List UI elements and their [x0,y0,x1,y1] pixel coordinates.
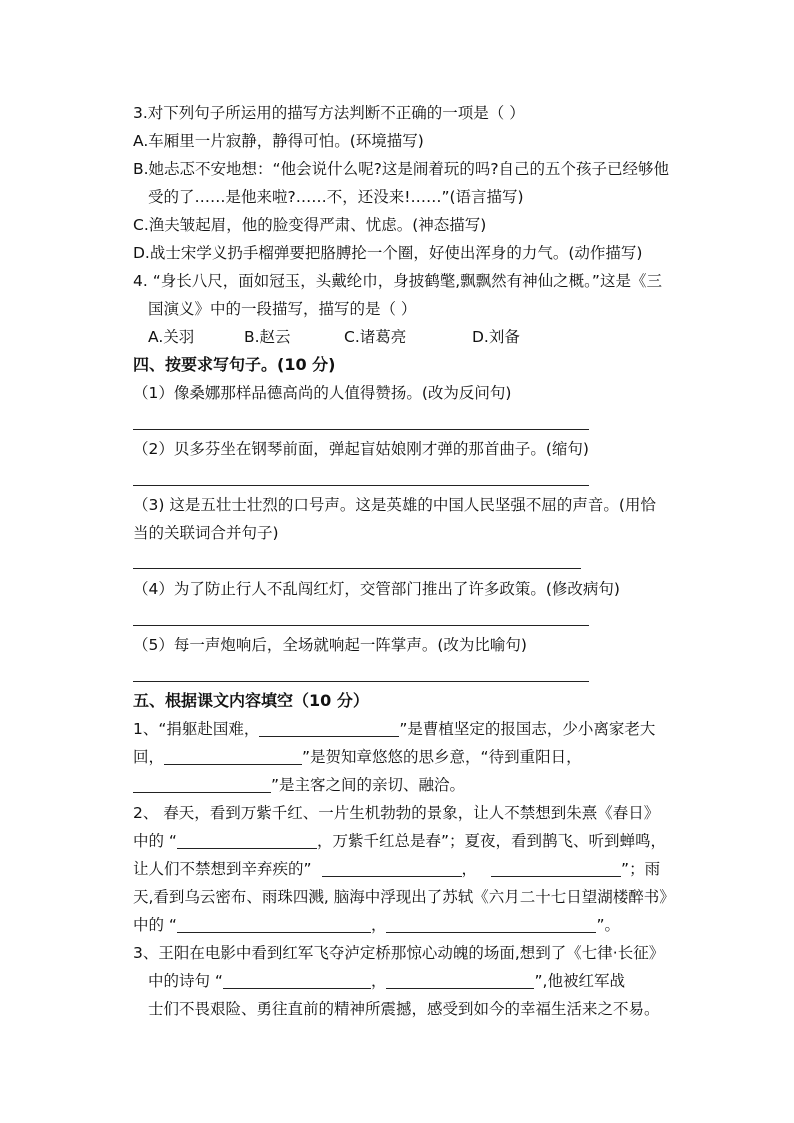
s5-q2-text-6: 中的 “ [133,916,177,934]
q3-option-a: A.车厢里一片寂静，静得可怕。(环境描写) [133,132,424,150]
s5-q2-line1: 2、 春天，看到万紫千红、一片生机勃勃的景象，让人不禁想到朱熹《春日》 [133,804,660,822]
s5-q2-line3 [133,858,660,880]
s5-q3-line3: 士们不畏艰险、勇往直前的精神所震撼，感受到如今的幸福生活来之不易。 [148,1000,660,1018]
s5-q1-text-3: 回， [133,748,165,766]
answer-line-4 [133,625,589,626]
section4-item-1: （1）像桑娜那样品德高尚的人值得赞扬。(改为反问句) [133,384,512,402]
q3-stem: 3.对下列句子所运用的描写方法判断不正确的一项是（ ） [133,104,525,122]
s5-q2-text-3: 让人们不禁想到辛弃疾的” [133,860,312,878]
s5-q2-line5 [133,914,620,936]
s5-q3-line1: 3、王阳在电影中看到红军飞夺泸定桥那惊心动魄的场面,想到了《七律·长征》 [133,944,665,962]
section4-item-4: （4）为了防止行人不乱闯红灯，交管部门推出了许多政策。(修改病句) [133,580,620,598]
fill-blank[interactable] [491,860,621,877]
s5-q2-line2 [133,830,666,852]
s5-q3-text-3: ”,他被红军战 [534,972,625,990]
fill-blank[interactable] [177,916,371,933]
section4-title: 四、按要求写句子。(10 分) [133,355,336,374]
q4-stem-line2: 国演义》中的一段描写，描写的是（ ） [148,300,417,318]
s5-q1-text-2: ”是曹植坚定的报国志，少小离家老大 [399,720,656,738]
s5-q2-text-4: ， [461,860,478,878]
fill-blank[interactable] [386,972,534,989]
q4-stem-line1: 4. “身长八尺，面如冠玉，头戴纶巾，身披鹤氅,飘飘然有神仙之概。”这是《三 [133,272,662,290]
section4-item-3-line1: （3) 这是五壮士壮烈的口号声。这是英雄的中国人民坚强不屈的声音。(用恰 [133,496,656,514]
s5-q1-line2 [133,746,582,768]
s5-q1-text-4: ”是贺知章悠悠的思乡意，“待到重阳日， [302,748,582,766]
q4-option-b: B.赵云 [244,328,291,346]
answer-line-5 [133,681,589,682]
s5-q2-text-1: 中的 “ [133,832,177,850]
section4-item-2: （2）贝多芬坐在钢琴前面，弹起盲姑娘刚才弹的那首曲子。(缩句) [133,440,589,458]
fill-blank[interactable] [177,832,317,849]
s5-q1-text-1: 1、“捐躯赴国难， [133,720,260,738]
fill-blank[interactable] [133,776,271,793]
answer-line-2 [133,485,589,486]
s5-q1-line3 [133,774,465,796]
s5-q1-line1 [133,718,655,740]
s5-q2-text-8: ”。 [596,916,621,934]
section4-item-3-line2: 当的关联词合并句子) [133,524,279,542]
fill-blank[interactable] [386,916,596,933]
s5-q3-line2 [148,970,625,992]
fill-blank[interactable] [164,748,302,765]
q4-options [148,326,520,348]
q3-option-b-line2: 受的了……是他来啦?……不，还没来!……”(语言描写) [148,188,524,206]
q4-option-d: D.刘备 [472,328,520,346]
s5-q2-text-7: ， [370,916,387,934]
q4-option-c: C.诸葛亮 [344,328,407,346]
q3-option-d: D.战士宋学义扔手榴弹要把胳膊抡一个圈，好使出浑身的力气。(动作描写) [133,244,643,262]
s5-q3-text-2: ， [370,972,387,990]
s5-q1-text-5: ”是主客之间的亲切、融洽。 [271,776,466,794]
q3-option-c: C.渔夫皱起眉，他的脸变得严肃、忧虑。(神态描写) [133,216,487,234]
section4-item-5: （5）每一声炮响后，全场就响起一阵掌声。(改为比喻句) [133,636,527,654]
q3-option-b-line1: B.她忐忑不安地想：“他会说什么呢?这是闹着玩的吗?自己的五个孩子已经够他 [133,160,670,178]
s5-q2-line4: 天,看到乌云密布、雨珠四溅, 脑海中浮现出了苏轼《六月二十七日望湖楼醉书》 [133,888,675,906]
fill-blank[interactable] [322,860,462,877]
fill-blank[interactable] [223,972,371,989]
answer-line-1 [133,429,589,430]
q4-option-a: A.关羽 [148,328,195,346]
s5-q3-text-1: 中的诗句 “ [148,972,223,990]
s5-q2-text-5: ”；雨 [621,860,661,878]
answer-line-3 [133,568,581,569]
s5-q2-text-2: ，万紫千红总是春”；夏夜，看到鹊飞、听到蝉鸣， [316,832,667,850]
section5-title: 五、根据课文内容填空（10 分） [133,691,369,710]
fill-blank[interactable] [259,720,399,737]
